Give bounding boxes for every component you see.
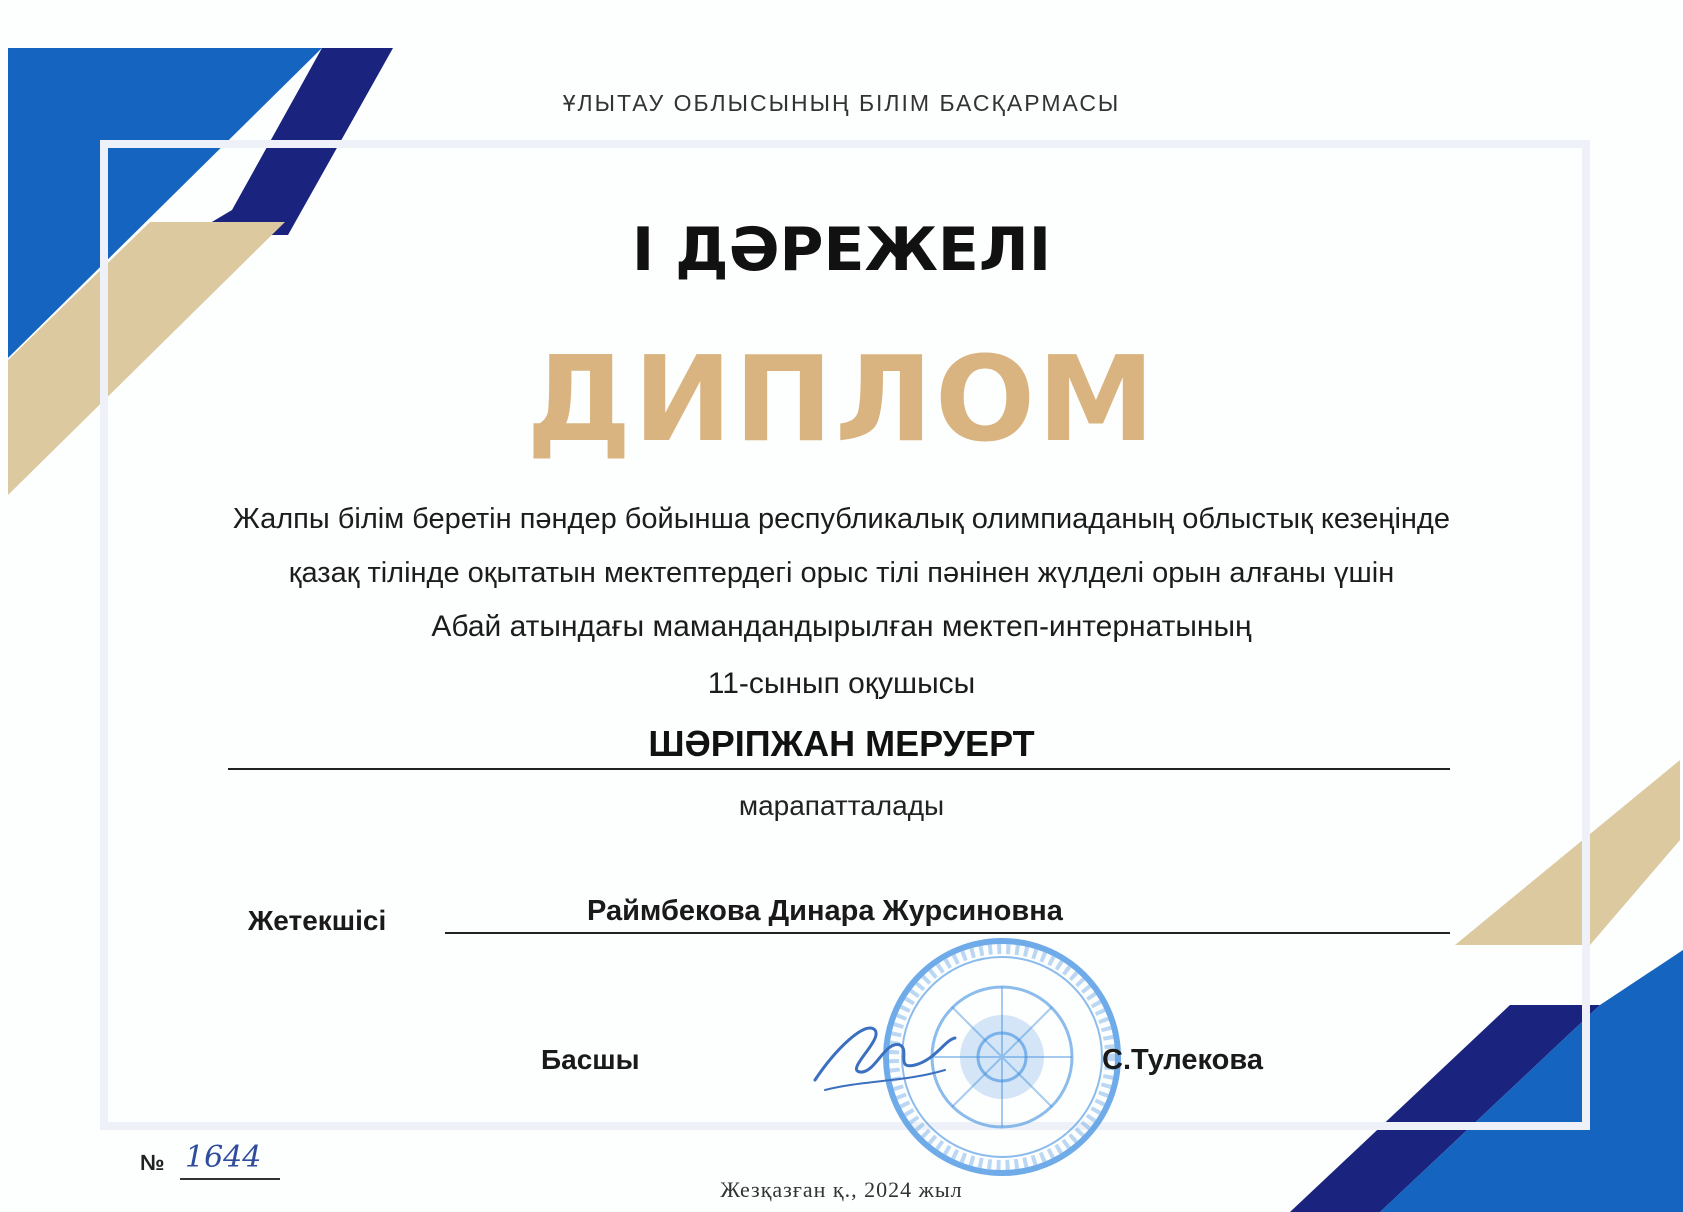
head-name: С.Тулекова (1102, 1044, 1263, 1076)
handwritten-signature (805, 1010, 965, 1100)
number-value: 1644 (185, 1140, 262, 1175)
body-line-3: Абай атындағы мамандандырылған мектеп-интернатының (431, 610, 1252, 643)
diploma-number (140, 1140, 262, 1176)
supervisor-underline (445, 932, 1450, 934)
diploma-title: ДИПЛОМ (526, 330, 1157, 468)
recipient-underline (228, 768, 1450, 770)
body-line-1: Жалпы білім беретін пәндер бойынша республикалық олимпиаданың облыстық кезеңінде (233, 503, 1450, 535)
recipient-name: ШӘРІПЖАН МЕРУЕРТ (648, 723, 1035, 764)
degree-heading: І ДӘРЕЖЕЛІ (631, 215, 1052, 285)
awarded-text: марапатталады (738, 790, 945, 821)
supervisor-label: Жетекшісі (248, 905, 387, 936)
body-line-4: 11-сынып оқушысы (707, 667, 976, 700)
head-label: Басшы (541, 1044, 640, 1075)
number-sign: № (140, 1150, 165, 1175)
supervisor-name: Раймбекова Динара Журсиновна (587, 895, 1063, 927)
body-line-2: қазақ тілінде оқытатын мектептердегі орыс тілі пәнінен жүлделі орын алғаны үшін (288, 557, 1395, 589)
issuing-authority: ҰЛЫТАУ ОБЛЫСЫНЫҢ БІЛІМ БАСҚАРМАСЫ (562, 90, 1121, 116)
place-and-year: Жезқазған қ., 2024 жыл (720, 1177, 963, 1202)
